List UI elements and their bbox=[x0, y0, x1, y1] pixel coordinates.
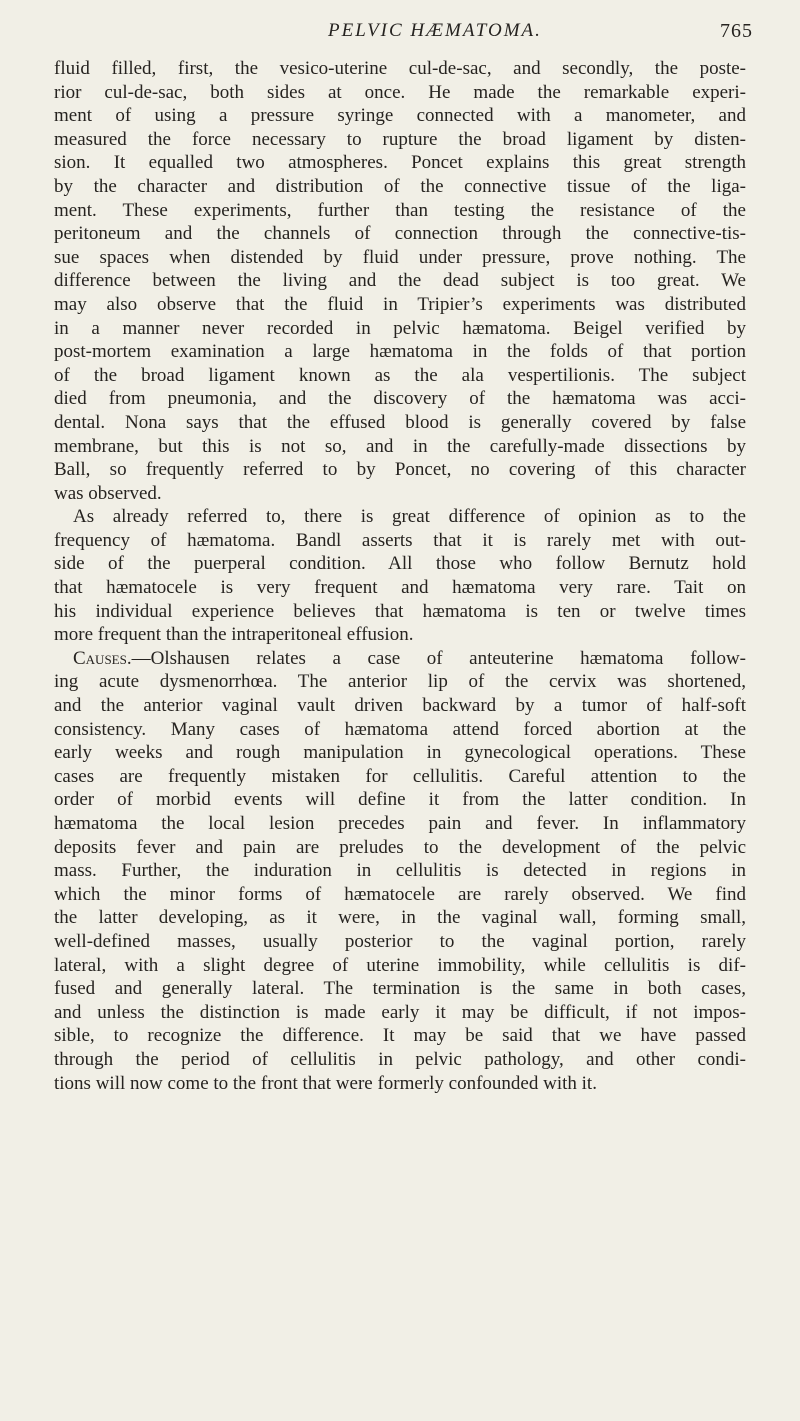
paragraph-causes bbox=[54, 647, 746, 1095]
text-line: cases are frequently mistaken for cellulitis. Careful attention to the bbox=[54, 765, 746, 787]
text-line: his individual experience believes that hæmatoma is ten or twelve times bbox=[54, 600, 746, 622]
paragraph-tripier-experiments bbox=[54, 57, 746, 505]
text-line: more frequent than the intraperitoneal effusion. bbox=[54, 624, 414, 646]
text-line: hæmatoma the local lesion precedes pain and fever. In inflammatory bbox=[54, 813, 746, 834]
text-line: ment. These experiments, further than testing the resistance of the bbox=[54, 199, 746, 221]
text-line: tions will now come to the front that were formerly confounded with it. bbox=[54, 1072, 597, 1094]
text-line: which the minor forms of hæmatocele are rarely observed. We find bbox=[54, 883, 746, 905]
text-line bbox=[54, 647, 746, 671]
text-line: frequency of hæmatoma. Bandl asserts that it is rarely met with out- bbox=[54, 529, 746, 551]
text-line: deposits fever and pain are preludes to the development of the pelvic bbox=[54, 836, 746, 858]
text-line: sible, to recognize the difference. It may be said that we have passed bbox=[54, 1025, 746, 1047]
text-line: peritoneum and the channels of connection through the connective-tis- bbox=[54, 223, 746, 245]
text-line: ment of using a pressure syringe connected with a manometer, and bbox=[54, 105, 746, 127]
text-line: difference between the living and the dead subject is too great. We bbox=[54, 270, 746, 292]
text-line: side of the puerperal condition. All those who follow Bernutz hold bbox=[54, 553, 746, 575]
text-line: post-mortem examination a large hæmatoma in the folds of that portion bbox=[54, 341, 746, 363]
text-line: and unless the distinction is made early it may be difficult, if not impos- bbox=[54, 1001, 746, 1023]
text-line: well-defined masses, usually posterior to the vaginal portion, rarely bbox=[54, 930, 746, 952]
text-line: dental. Nona says that the effused blood is generally covered by false bbox=[54, 411, 746, 433]
text-line: As already referred to, there is great difference of opinion as to the bbox=[73, 506, 746, 528]
text-line: through the period of cellulitis in pelvic pathology, and other condi- bbox=[54, 1048, 746, 1070]
text-line: rior cul-de-sac, both sides at once. He made the remarkable experi- bbox=[54, 81, 746, 103]
page-number: 765 bbox=[720, 20, 753, 42]
running-head bbox=[0, 20, 800, 50]
running-title: PELVIC HÆMATOMA. bbox=[328, 20, 542, 41]
text-line: died from pneumonia, and the discovery of the hæmatoma was acci- bbox=[54, 388, 746, 410]
text-line: sion. It equalled two atmospheres. Poncet explains this great strength bbox=[54, 152, 746, 174]
text-line: in a manner never recorded in pelvic hæmatoma. Beigel verified by bbox=[54, 317, 746, 339]
body-text bbox=[54, 57, 746, 1095]
text-line: by the character and distribution of the connective tissue of the liga- bbox=[54, 175, 746, 197]
text-line: membrane, but this is not so, and in the carefully-made dissections by bbox=[54, 435, 746, 457]
text-line: and the anterior vaginal vault driven backward by a tumor of half-soft bbox=[54, 695, 746, 717]
text-line: that hæmatocele is very frequent and hæmatoma very rare. Tait on bbox=[54, 577, 746, 599]
text-line: ing acute dysmenorrhœa. The anterior lip of the cervix was shortened, bbox=[54, 671, 746, 693]
section-heading-causes: Causes. bbox=[73, 647, 132, 669]
text-line: the latter developing, as it were, in the vaginal wall, forming small, bbox=[54, 907, 746, 929]
text-line: fluid filled, first, the vesico-uterine cul-de-sac, and secondly, the poste- bbox=[54, 58, 746, 79]
paragraph-frequency bbox=[54, 505, 746, 647]
text-line: mass. Further, the induration in cellulitis is detected in regions in bbox=[54, 860, 746, 882]
text-line: consistency. Many cases of hæmatoma attend forced abortion at the bbox=[54, 718, 746, 740]
text-line: of the broad ligament known as the ala vespertilionis. The subject bbox=[54, 364, 746, 386]
text-run: —Olshausen relates a case of anteuterine hæmatoma follow- bbox=[131, 647, 746, 669]
text-line: Ball, so frequently referred to by Poncet, no covering of this character bbox=[54, 459, 746, 481]
text-line: lateral, with a slight degree of uterine immobility, while cellulitis is dif- bbox=[54, 954, 746, 976]
text-line: order of morbid events will define it from the latter condition. In bbox=[54, 789, 746, 811]
text-line: fused and generally lateral. The termination is the same in both cases, bbox=[54, 978, 746, 1000]
text-line: may also observe that the fluid in Tripier’s experiments was distributed bbox=[54, 293, 746, 315]
text-line: was observed. bbox=[54, 482, 162, 504]
text-line: sue spaces when distended by fluid under pressure, prove nothing. The bbox=[54, 246, 746, 268]
text-line: measured the force necessary to rupture the broad ligament by disten- bbox=[54, 128, 746, 150]
text-line: early weeks and rough manipulation in gynecological operations. These bbox=[54, 742, 746, 764]
